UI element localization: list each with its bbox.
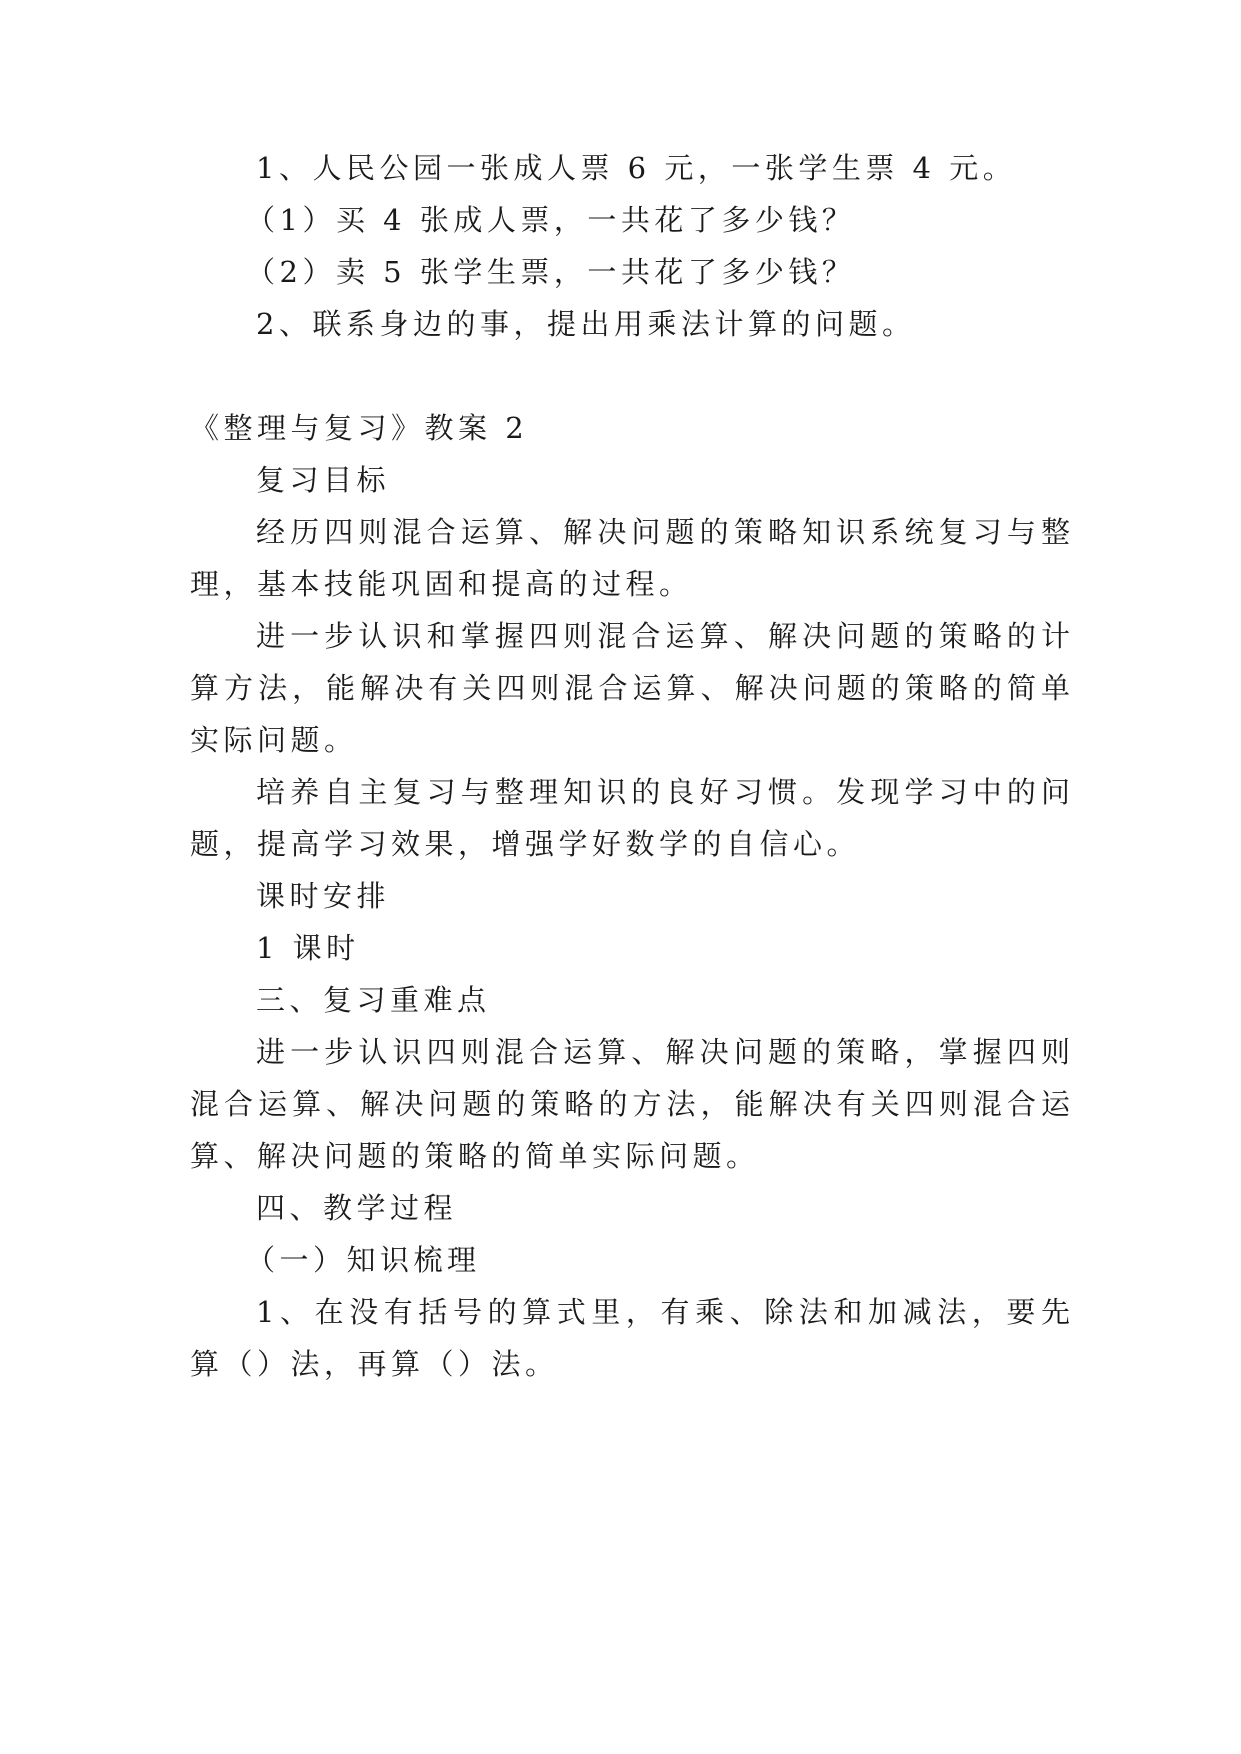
- schedule-value: 1 课时: [256, 931, 360, 965]
- heading-review-goals: 复习目标: [256, 463, 391, 497]
- exercise-1-part-1: （1）买 4 张成人票，一共花了多少钱？: [246, 203, 856, 237]
- question-1-line-1: 1、在没有括号的算式里，有乘、除法和加减法，要先: [256, 1295, 1070, 1329]
- paragraph-goal-3-line-2: 题，提高学习效果，增强学好数学的自信心。: [190, 827, 861, 861]
- exercise-1: 1、人民公园一张成人票 6 元，一张学生票 4 元。: [256, 151, 1017, 185]
- section-title: 《整理与复习》教案 2: [190, 411, 529, 445]
- heading-key-points: 三、复习重难点: [256, 983, 491, 1017]
- heading-knowledge-review: （一）知识梳理: [246, 1243, 481, 1277]
- paragraph-goal-1-line-2: 理，基本技能巩固和提高的过程。: [190, 567, 693, 601]
- paragraph-key-points-line-2: 混合运算、解决问题的策略的方法，能解决有关四则混合运: [190, 1087, 1070, 1121]
- heading-teaching-process: 四、教学过程: [256, 1191, 458, 1225]
- paragraph-goal-2-line-2: 算方法，能解决有关四则混合运算、解决问题的策略的简单: [190, 671, 1070, 705]
- question-1-line-2: 算（）法，再算（）法。: [190, 1347, 559, 1381]
- paragraph-goal-1-line-1: 经历四则混合运算、解决问题的策略知识系统复习与整: [256, 515, 1070, 549]
- paragraph-key-points-line-3: 算、解决问题的策略的简单实际问题。: [190, 1139, 760, 1173]
- paragraph-goal-3-line-1: 培养自主复习与整理知识的良好习惯。发现学习中的问: [256, 775, 1070, 809]
- paragraph-key-points-line-1: 进一步认识四则混合运算、解决问题的策略，掌握四则: [256, 1035, 1070, 1069]
- paragraph-goal-2-line-1: 进一步认识和掌握四则混合运算、解决问题的策略的计: [256, 619, 1070, 653]
- heading-schedule: 课时安排: [256, 879, 391, 913]
- paragraph-goal-2-line-3: 实际问题。: [190, 723, 358, 757]
- exercise-1-part-2: （2）卖 5 张学生票，一共花了多少钱？: [246, 255, 856, 289]
- exercise-2: 2、联系身边的事，提出用乘法计算的问题。: [256, 307, 916, 341]
